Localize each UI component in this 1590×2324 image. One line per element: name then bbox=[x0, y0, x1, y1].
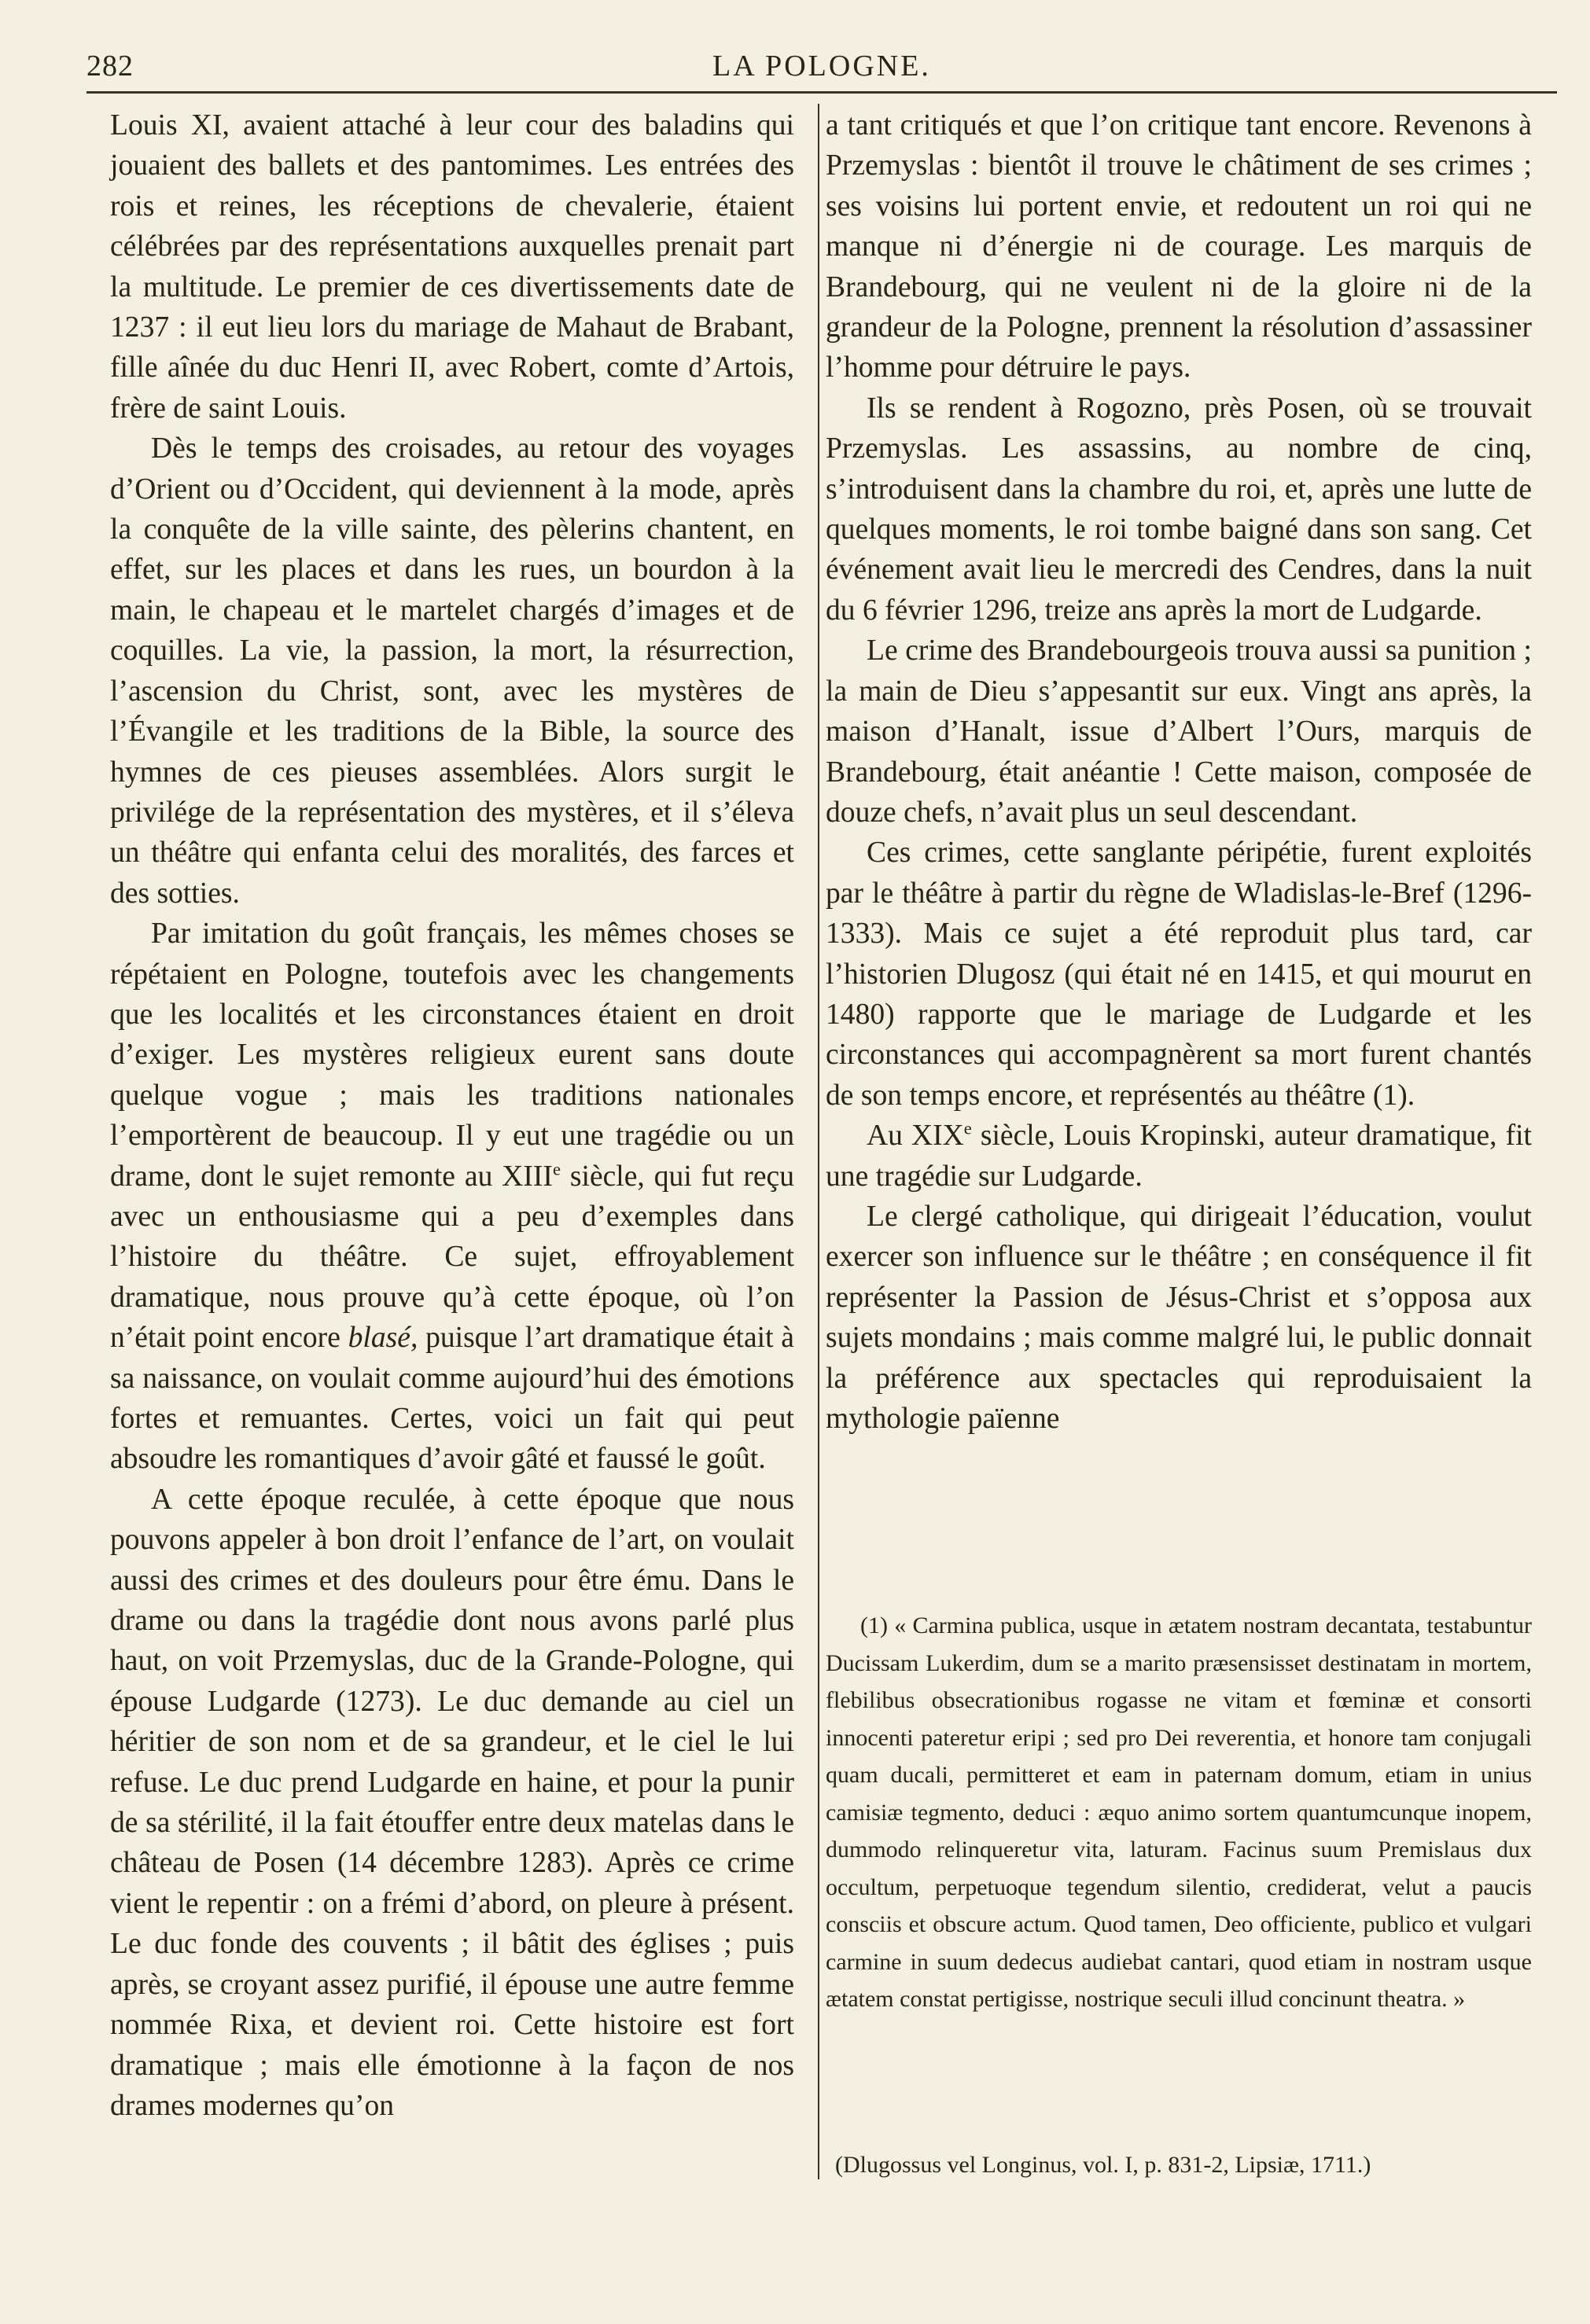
paragraph: Le crime des Brandebourgeois trouva aussi sa punition ; la main de Dieu s’appesantit sur eux. Vingt ans après, la maison d’Hanalt, issue d’Albert l’Ours, marquis de Brandebourg, était anéantie ! Cette maison, composée de douze chefs, n’avait plus un seul descendant. bbox=[826, 634, 1532, 829]
footnote-citation: (Dlugossus vel Longinus, vol. I, p. 831-2, Lipsiæ, 1711.) bbox=[835, 2152, 1371, 2178]
paragraph: Par imitation du goût français, les mêmes choses se répétaient en Pologne, toutefois avec les changements que les localités et les circonstances étaient en droit d’exiger. Les mystères religieux eurent sans doute quelque vogue ; mais les traditions nationales l’emportèrent de beaucoup. Il y eut une tragédie ou un drame, dont le sujet remonte au XIIIe siècle, qui fut reçu avec un enthousiasme qui a peu d’exemples dans l’histoire du théâtre. Ce sujet, effroyablement dramatique, nous prouve qu’à cette époque, où l’on n’était point encore blasé, puisque l’art dramatique était à sa naissance, on voulait comme aujourd’hui des émotions fortes et remuantes. Certes, voici un fait qui peut absoudre les romantiques d’avoir gâté et faussé le goût. bbox=[110, 917, 794, 1476]
paragraph: Le clergé catholique, qui dirigeait l’éducation, voulut exercer son influence sur le théâtre ; en conséquence il fit représenter la Passion de Jésus-Christ et s’opposa aux sujets mondains ; mais comme malgré lui, le public donnait la préférence aux spectacles qui reproduisaient la mythologie païenne bbox=[826, 1200, 1532, 1435]
paragraph: A cette époque reculée, à cette époque que nous pouvons appeler à bon droit l’enfance de l’art, on voulait aussi des crimes et des douleurs pour être ému. Dans le drame ou dans la tragédie dont nous avons parlé plus haut, on voit Przemyslas, duc de la Grande-Pologne, qui épouse Ludgarde (1273). Le duc demande au ciel un héritier de son nom et de sa grandeur, et le ciel le lui refuse. Le duc prend Ludgarde en haine, et pour la punir de sa stérilité, il la fait étouffer entre deux matelas dans le château de Posen (14 décembre 1283). Après ce crime vient le repentir : on a frémi d’abord, on pleure à présent. Le duc fonde des couvents ; il bâtit des églises ; puis après, se croyant assez purifié, il épouse une autre femme nommée Rixa, et devient roi. Cette histoire est fort dramatique ; mais elle émotionne à la façon de nos drames modernes qu’on bbox=[110, 1483, 794, 2122]
page-number: 282 bbox=[86, 50, 134, 83]
paragraph: a tant critiqués et que l’on critique tant encore. Revenons à Przemyslas : bientôt il trouve le châtiment de ses crimes ; ses voisins lui portent envie, et redoutent un roi qui ne manque ni d’énergie ni de courage. Les marquis de Brandebourg, qui ne veulent ni de la gloire ni de la grandeur de la Pologne, prennent la résolution d’assassiner l’homme pour détruire le pays. bbox=[826, 109, 1532, 384]
left-column bbox=[110, 105, 794, 2126]
paragraph: Ces crimes, cette sanglante péripétie, furent exploités par le théâtre à partir du règne de Wladislas-le-Bref (1296-1333). Mais ce sujet a été reproduit plus tard, car l’historien Dlugosz (qui était né en 1415, et qui mourut en 1480) rapporte que le mariage de Ludgarde et les circonstances qui accompagnèrent sa mort furent chantés de son temps encore, et représentés au théâtre (1). bbox=[826, 837, 1532, 1112]
running-title: LA POLOGNE. bbox=[712, 50, 931, 83]
page-header bbox=[86, 49, 1557, 96]
footnote bbox=[826, 1607, 1532, 2018]
paragraph: Dès le temps des croisades, au retour des voyages d’Orient ou d’Occident, qui deviennent à la mode, après la conquête de la ville sainte, des pèlerins chantent, en effet, sur les places et dans les rues, un bourdon à la main, le chapeau et le martelet chargés d’images et de coquilles. La vie, la passion, la mort, la résurrection, l’ascension du Christ, sont, avec les mystères de l’Évangile et les traditions de la Bible, la source des hymnes de ces pieuses assemblées. Alors surgit le privilége de la représentation des mystères, et il s’éleva un théâtre qui enfanta celui des moralités, des farces et des sotties. bbox=[110, 432, 794, 910]
paragraph: Louis XI, avaient attaché à leur cour des baladins qui jouaient des ballets et des pantomimes. Les entrées des rois et reines, les réceptions de chevalerie, étaient célébrées par des représentations auxquelles prenait part la multitude. Le premier de ces divertissements date de 1237 : il eut lieu lors du mariage de Mahaut de Brabant, fille aînée du duc Henri II, avec Robert, comte d’Artois, frère de saint Louis. bbox=[110, 109, 794, 425]
right-column bbox=[826, 105, 1532, 1439]
paragraph: Au XIXe siècle, Louis Kropinski, auteur dramatique, fit une tragédie sur Ludgarde. bbox=[826, 1118, 1532, 1193]
footnote-text: (1) « Carmina publica, usque in ætatem nostram decantata, testabuntur Ducissam Lukerdim, dum se a marito præsensisset destinatam in mortem, flebilibus obsecrationibus rogasse ne vitam et fœminæ et consorti innocenti pateretur eripi ; sed pro Dei reverentia, et honore tam conjugali quam ducali, permitteret et eam in paternam domum, etiam in unius camisiæ tegmento, deduci : æquo animo sortem quantumcunque inopem, dummodo relinqueretur vita, laturam. Facinus suum Premislaus dux occultum, perpetuoque tegendum silentio, crediderat, velut a paucis consciis et obscure actum. Quod tamen, Deo officiente, publico et vulgari carmine in suum dedecus audiebat cantari, quod etiam in nostram usque ætatem constat pertigisse, nostrique seculi illud concinunt theatra. » bbox=[826, 1612, 1532, 2012]
header-rule bbox=[86, 91, 1557, 94]
column-divider bbox=[818, 104, 819, 2179]
paragraph: Ils se rendent à Rogozno, près Posen, où se trouvait Przemyslas. Les assassins, au nombre de cinq, s’introduisent dans la chambre du roi, et, après une lutte de quelques moments, le roi tombe baigné dans son sang. Cet événement avait lieu le mercredi des Cendres, dans la nuit du 6 février 1296, treize ans après la mort de Ludgarde. bbox=[826, 392, 1532, 627]
